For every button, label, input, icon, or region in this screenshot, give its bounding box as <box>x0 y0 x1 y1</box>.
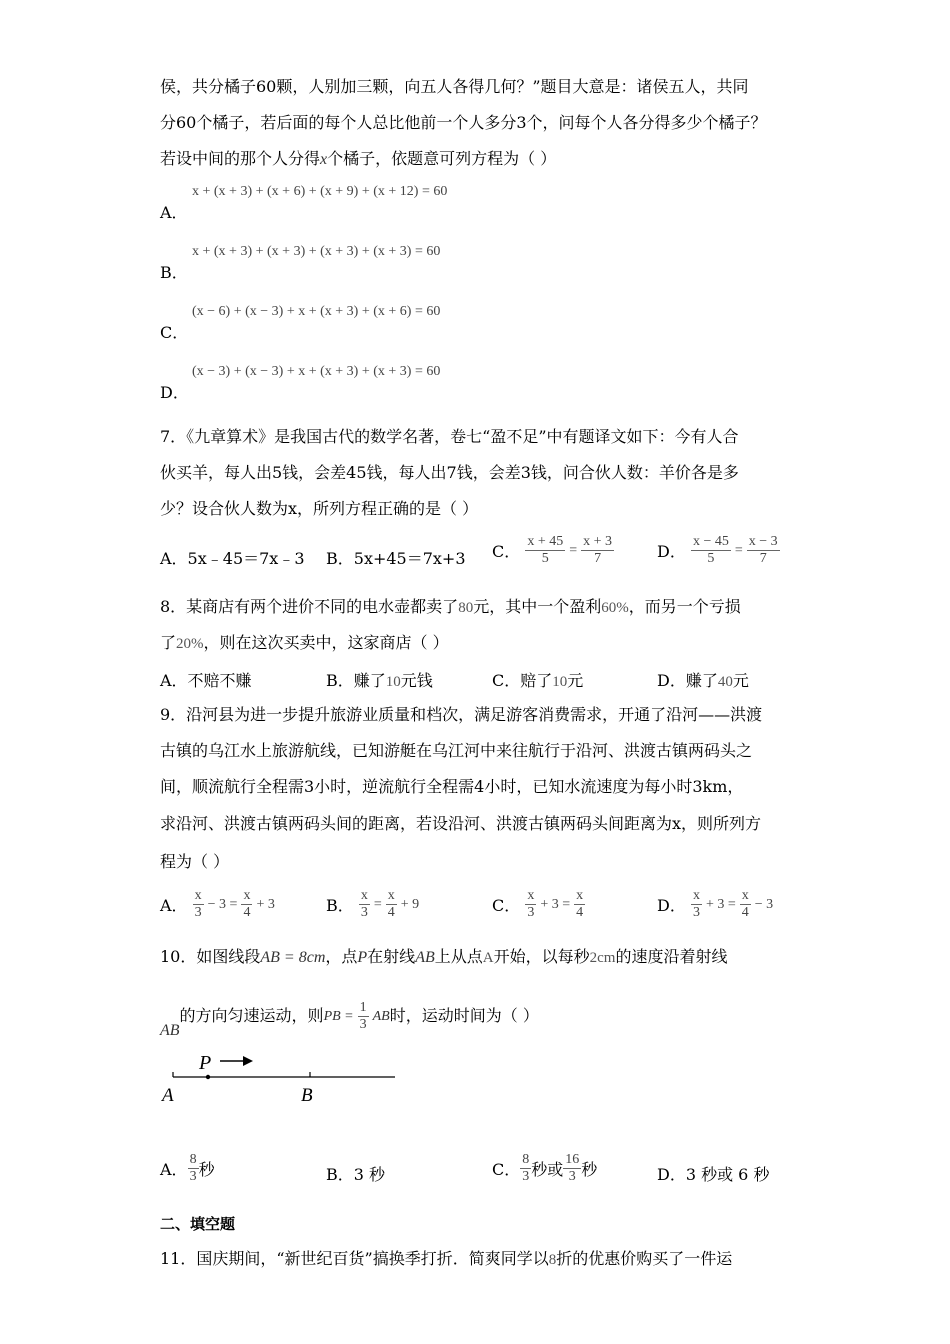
q9-option-c <box>492 888 585 921</box>
q7-option-c <box>492 534 614 567</box>
q7c-d2: 7 <box>594 551 602 566</box>
q10-l2-n: 1 <box>359 1000 367 1015</box>
q9d-label: D． <box>657 896 686 915</box>
q9d-n2: x <box>741 888 749 903</box>
q8b-b: 元钱 <box>400 671 433 690</box>
q10-l1-m1: AB = 8cm <box>260 949 326 966</box>
q9-line5: 程为（ ） <box>160 852 230 871</box>
q6-option-a-eq: x + (x + 3) + (x + 6) + (x + 9) + (x + 12) = 60 <box>192 184 448 199</box>
q9d-tail: − 3 <box>754 896 774 912</box>
q10-l2-a: 的方向匀速运动，则 <box>179 1006 324 1025</box>
q9-option-a <box>160 888 275 921</box>
q10-option-c <box>492 1152 597 1185</box>
q8-option-d <box>657 668 749 691</box>
q8-loss-rate: 20% <box>176 636 204 652</box>
section-heading: 二、填空题 <box>160 1215 236 1233</box>
q9c-mid: + 3 = <box>540 896 571 912</box>
q8-line1-b: 元，其中一个盈利 <box>473 597 602 616</box>
q8c-v: 10 <box>552 674 568 690</box>
q10c-unit: 秒 <box>581 1160 598 1179</box>
q10-l2-m1: AB <box>160 1022 180 1039</box>
q10-figure <box>155 1045 405 1110</box>
q7-option-d <box>657 534 780 567</box>
q7-line1: 7．《九章算术》是我国古代的数学名著，卷七“盈不足”中有题译文如下：今有人合 <box>160 427 739 446</box>
q9b-tail: + 9 <box>400 896 420 912</box>
q11-l1-a: 11．国庆期间，“新世纪百货”搞换季打折．简爽同学以 <box>160 1249 549 1268</box>
q8-line2-a: 了 <box>160 633 177 652</box>
q6-option-d-label: D． <box>160 383 189 402</box>
q9d-d2: 4 <box>741 905 749 920</box>
q8c-a: C．赔了 <box>492 671 553 690</box>
q9a-d2: 4 <box>243 905 251 920</box>
q9a-label: A． <box>160 896 188 915</box>
q8-option-c <box>492 668 583 691</box>
q6-line3 <box>160 148 556 171</box>
q9-line4: 求沿河、洪渡古镇两码头间的距离，若设沿河、洪渡古镇两码头间距离为x，则所列方 <box>160 814 762 833</box>
label-a: A <box>162 1085 174 1106</box>
q8-option-a: A．不赔不赚 <box>160 671 252 690</box>
q6-line3-b: 个橘子，依题意可列方程为（ ） <box>327 149 557 168</box>
q10-l1-c: 在射线 <box>367 947 416 966</box>
q8d-b: 元 <box>732 671 749 690</box>
q10c-frac2 <box>563 1152 581 1185</box>
q6-line1: 侯，共分橘子60颗，人别加三颗，向五人各得几何？”题目大意是：诸侯五人，共同 <box>160 77 749 96</box>
q10c-n1: 8 <box>522 1152 530 1167</box>
q9c-n2: x <box>576 888 584 903</box>
q9a-mid: − 3 = <box>207 896 238 912</box>
q8b-a: B．赚了 <box>326 671 386 690</box>
q7-line3: 少？设合伙人数为x，所列方程正确的是（ ） <box>160 499 479 518</box>
q10c-mid: 秒或 <box>531 1160 564 1179</box>
q7c-n2: x + 3 <box>583 534 613 549</box>
q9a-expr <box>193 888 275 921</box>
q8-line1-a: 8．某商店有两个进价不同的电水壶都卖了 <box>160 597 459 616</box>
q9a-n2: x <box>243 888 251 903</box>
q7c-n1: x + 45 <box>527 534 564 549</box>
q6-line2: 分60个橘子，若后面的每个人总比他前一个人多分3个，问每个人各分得多少个橘子？ <box>160 113 767 132</box>
q6-var: x <box>320 151 328 168</box>
q8-profit-rate: 60% <box>601 600 629 616</box>
q9c-label: C． <box>492 896 521 915</box>
q9b-label: B． <box>326 896 354 915</box>
q6-option-d-eq: (x − 3) + (x − 3) + x + (x + 3) + (x + 3) = 60 <box>192 364 441 379</box>
q9b-mid: = <box>373 896 382 912</box>
q10a-n: 8 <box>189 1152 197 1167</box>
q10c-d2: 3 <box>568 1169 576 1184</box>
q10a-d: 3 <box>189 1169 197 1184</box>
q9d-n1: x <box>692 888 700 903</box>
q8d-v: 40 <box>717 674 733 690</box>
label-b: B <box>301 1085 313 1106</box>
q6-option-b-eq: x + (x + 3) + (x + 3) + (x + 3) + (x + 3) = 60 <box>192 244 441 259</box>
q10-option-a <box>160 1152 215 1185</box>
q7d-n2: x − 3 <box>748 534 778 549</box>
q8d-a: D．赚了 <box>657 671 718 690</box>
q7d-d2: 7 <box>759 551 767 566</box>
q8-line2 <box>160 632 449 655</box>
q10-line2 <box>160 1000 539 1039</box>
q10-l1-m5: 2cm <box>589 950 616 966</box>
q9b-n2: x <box>387 888 395 903</box>
q6-option-c-label: C． <box>160 323 189 342</box>
q7c-d1: 5 <box>541 551 549 566</box>
q7-option-b: B．5x+45＝7x+3 <box>326 549 466 568</box>
q8c-b: 元 <box>567 671 584 690</box>
q10-option-d: D．3 秒或 6 秒 <box>657 1165 770 1184</box>
q10-l1-m2: P <box>357 949 368 966</box>
q9-line1: 9．沿河县为进一步提升旅游业质量和档次，满足游客消费需求，开通了沿河——洪渡 <box>160 705 763 724</box>
q7d-n1: x − 45 <box>692 534 729 549</box>
q9a-d1: 3 <box>194 905 202 920</box>
q9-option-d <box>657 888 773 921</box>
q10-l1-m4: A <box>482 950 494 966</box>
q7-option-d-expr <box>691 534 780 567</box>
q7-option-c-expr <box>525 534 614 567</box>
q10-l1-e: 开始，以每秒 <box>493 947 590 966</box>
q8-line1 <box>160 596 741 619</box>
q9d-expr <box>691 888 773 921</box>
q8b-v: 10 <box>385 674 401 690</box>
q11-line1 <box>160 1248 732 1271</box>
q10c-label: C． <box>492 1160 521 1179</box>
q10-l1-d: 上从点 <box>434 947 483 966</box>
q9b-d1: 3 <box>360 905 368 920</box>
q6-option-c-eq: (x − 6) + (x − 3) + x + (x + 3) + (x + 6) = 60 <box>192 304 441 319</box>
q8-option-b <box>326 668 433 691</box>
q8-line2-b: ，则在这次买卖中，这家商店（ ） <box>203 633 449 652</box>
label-p: P <box>199 1052 212 1074</box>
q9a-tail: + 3 <box>256 896 275 912</box>
q9a-n1: x <box>194 888 202 903</box>
q9b-expr <box>359 888 419 921</box>
q9c-n1: x <box>527 888 535 903</box>
q7-option-c-label: C． <box>492 542 521 561</box>
q8-price: 80 <box>458 600 474 616</box>
q11-discount: 8 <box>548 1252 557 1268</box>
q10-l1-f: 的速度沿着射线 <box>615 947 728 966</box>
q10a-label: A． <box>160 1160 188 1179</box>
q10-l1-a: 10．如图线段 <box>160 947 261 966</box>
q6-option-a-label: A． <box>160 203 188 222</box>
q10-l1-b: ，点 <box>325 947 358 966</box>
q10c-d1: 3 <box>522 1169 530 1184</box>
q7d-d1: 5 <box>707 551 715 566</box>
q9c-d2: 4 <box>576 905 584 920</box>
q7-option-a: A．5x﹣45＝7x﹣3 <box>160 549 305 568</box>
q10c-frac1 <box>520 1152 531 1185</box>
q10-l2-pre: PB = <box>323 1008 354 1024</box>
point-p <box>206 1075 210 1079</box>
q10a-frac <box>188 1152 199 1185</box>
q10-l2-frac-expr <box>324 1000 390 1033</box>
q10-option-b: B．3 秒 <box>326 1165 386 1184</box>
q6-line3-a: 若设中间的那个人分得 <box>160 149 321 168</box>
q6-option-b-label: B． <box>160 263 188 282</box>
q9b-n1: x <box>360 888 368 903</box>
q7d-op: = <box>734 542 743 558</box>
q9c-d1: 3 <box>527 905 535 920</box>
q10a-unit: 秒 <box>198 1160 215 1179</box>
q10c-n2: 16 <box>565 1152 580 1167</box>
q9-line2: 古镇的乌江水上旅游航线，已知游艇在乌江河中来往航行于沿河、洪渡古镇两码头之 <box>160 741 753 760</box>
q7-option-d-label: D． <box>657 542 686 561</box>
q11-l1-b: 折的优惠价购买了一件运 <box>556 1249 733 1268</box>
q9d-mid: + 3 = <box>705 896 736 912</box>
q9d-d1: 3 <box>692 905 700 920</box>
q9-option-b <box>326 888 419 921</box>
arrow-head-icon <box>243 1056 253 1066</box>
q8-line1-c: ，而另一个亏损 <box>628 597 741 616</box>
q9b-d2: 4 <box>387 905 395 920</box>
q9c-expr <box>525 888 585 921</box>
q10-l2-post: AB <box>372 1008 390 1024</box>
q9-line3: 间，顺流航行全程需3小时，逆流航行全程需4小时，已知水流速度为每小时3km， <box>160 777 744 796</box>
q7c-op: = <box>569 542 578 558</box>
q10-l2-d: 3 <box>359 1017 367 1032</box>
q7-line2: 伙买羊，每人出5钱，会差45钱，每人出7钱，会差3钱，问合伙人数：羊价各是多 <box>160 463 739 482</box>
q10-l2-b: 时，运动时间为（ ） <box>389 1006 539 1025</box>
q10-line1 <box>160 946 727 969</box>
q10-l1-m3: AB <box>415 949 435 966</box>
